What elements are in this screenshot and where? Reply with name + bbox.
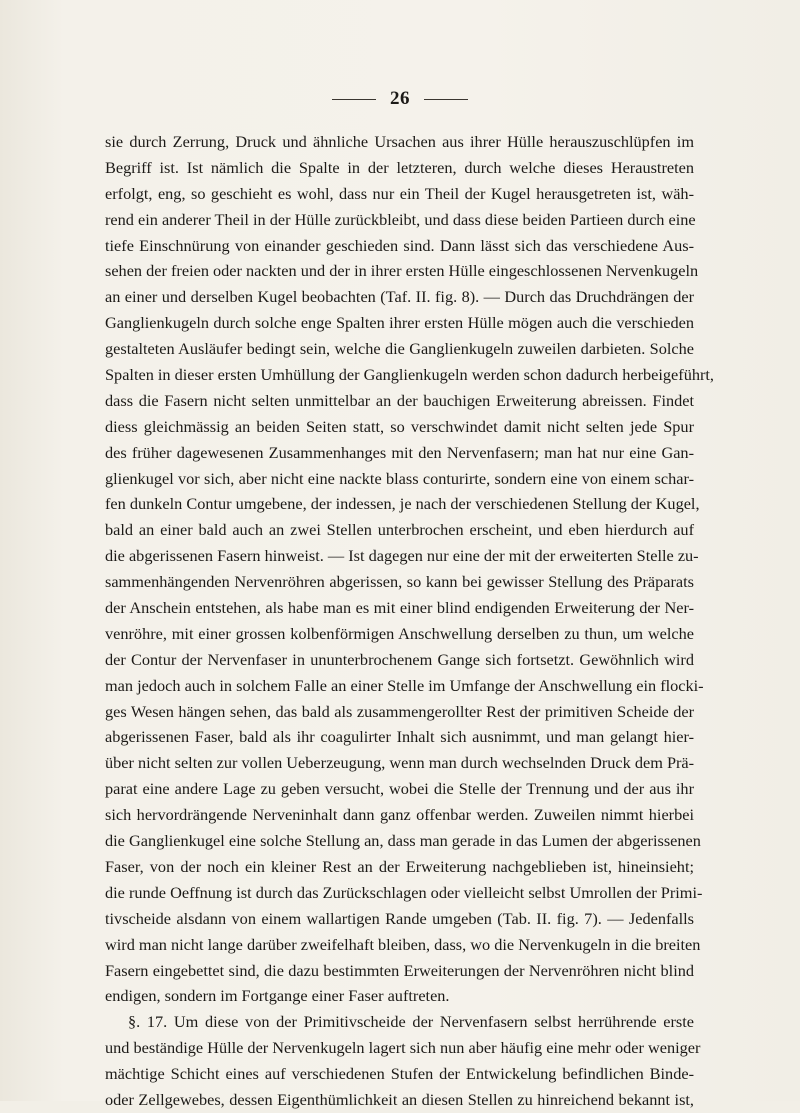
text-line: glienkugel vor sich, aber nicht eine nackte blass conturirte, sondern eine von einem schar- — [105, 468, 694, 488]
text-line: Fasern eingebettet sind, die dazu bestimmten Erweiterungen der Nervenröhren nicht blind — [105, 960, 694, 980]
text-line: ges Wesen hängen sehen, das bald als zusammengerollter Rest der primitiven Scheide der — [105, 701, 694, 721]
page-number: 26 — [390, 88, 410, 109]
text-line: mächtige Schicht eines auf verschiedenen Stufen der Entwickelung befindlichen Binde- — [105, 1064, 694, 1084]
text-line: sie durch Zerrung, Druck und ähnliche Ursachen aus ihrer Hülle herauszuschlüpfen im — [105, 132, 694, 151]
text-line: Faser, von der noch ein kleiner Rest an der Erweiterung nachgeblieben ist, hineinsieht; — [105, 856, 694, 876]
text-line: diess gleichmässig an beiden Seiten statt, so verschwindet damit nicht selten jede Spur — [105, 416, 694, 436]
text-line: an einer und derselben Kugel beobachten (Taf. II. fig. 8). — Durch das Druchdrängen der — [105, 287, 694, 307]
text-line: die runde Oeffnung ist durch das Zurückschlagen oder vielleicht selbst Umrollen der Primi- — [105, 882, 703, 902]
text-line: tivscheide alsdann von einem wallartigen Rande umgeben (Tab. II. fig. 7). — Jedenfalls — [105, 908, 694, 928]
right-rule — [424, 99, 468, 100]
text-line: Begriff ist. Ist nämlich die Spalte in der letzteren, durch welche dieses Heraustreten — [105, 157, 694, 177]
body-text — [105, 129, 715, 1113]
text-line: die abgerissenen Fasern hinweist. — Ist dagegen nur eine der mit der erweiterten Stelle zu- — [105, 546, 699, 566]
text-line: die Ganglienkugel eine solche Stellung an, dass man gerade in das Lumen der abgerissenen — [105, 831, 701, 851]
text-line: Ganglienkugeln durch solche enge Spalten ihrer ersten Hülle mögen auch die verschieden — [105, 313, 694, 333]
text-line: sammenhängenden Nervenröhren abgerissen, so kann bei gewisser Stellung des Präparats — [105, 572, 694, 592]
page-header — [0, 88, 800, 110]
text-line: erfolgt, eng, so geschieht es wohl, dass nur ein Theil der Kugel herausgetreten ist, wäh- — [105, 183, 694, 203]
text-line: sehen der freien oder nackten und der in ihrer ersten Hülle eingeschlossenen Nervenkugeln — [105, 261, 699, 281]
text-line: rend ein anderer Theil in der Hülle zurückbleibt, und dass diese beiden Partieen durch eine — [105, 209, 696, 229]
left-rule — [332, 99, 376, 100]
text-line: sich hervordrängende Nerveninhalt dann ganz offenbar werden. Zuweilen nimmt hierbei — [105, 805, 694, 825]
text-line: des früher dagewesenen Zusammenhanges mit den Nervenfasern; man hat nur eine Gan- — [105, 442, 694, 462]
text-line: der Contur der Nervenfaser in ununterbrochenem Gange sich fortsetzt. Gewöhnlich wird — [105, 649, 694, 669]
text-line: wird man nicht lange darüber zweifelhaft bleiben, dass, wo die Nervenkugeln in die breiten — [105, 934, 701, 954]
text-line: Spalten in dieser ersten Umhüllung der Ganglienkugeln werden schon dadurch herbeigeführt, — [105, 365, 715, 385]
section-heading-line: §. 17. Um diese von der Primitivscheide der Nervenfasern selbst herrührende erste — [128, 1012, 694, 1032]
text-line: tiefe Einschnürung von einander geschieden sind. Dann lässt sich das verschiedene Aus- — [105, 235, 694, 255]
text-line: venröhre, mit einer grossen kolbenförmigen Anschwellung derselben zu thun, um welche — [105, 623, 694, 643]
text-line: gestalteten Ausläufer bedingt sein, welche die Ganglienkugeln zuweilen darbieten. Solche — [105, 339, 694, 359]
text-line: über nicht selten zur vollen Ueberzeugung, wenn man durch wechselnden Druck dem Prä- — [105, 753, 695, 773]
text-line: endigen, sondern im Fortgange einer Faser auftreten. — [105, 986, 450, 1006]
text-line: und beständige Hülle der Nervenkugeln lagert sich nun aber häufig eine mehr oder weniger — [105, 1038, 701, 1058]
text-line: oder Zellgewebes, dessen Eigenthümlichkeit an diesen Stellen zu hinreichend bekannt ist, — [105, 1089, 694, 1109]
text-line: dass die Fasern nicht selten unmittelbar an der bauchigen Erweiterung abreissen. Findet — [105, 390, 694, 410]
text-line: bald an einer bald auch an zwei Stellen unterbrochen erscheint, und eben hierdurch auf — [105, 520, 694, 540]
text-line: der Anschein entstehen, als habe man es mit einer blind endigenden Erweiterung der Ner- — [105, 598, 694, 618]
text-line: abgerissenen Faser, bald als ihr coagulirter Inhalt sich ausnimmt, und man gelangt hier- — [105, 727, 694, 747]
text-line: parat eine andere Lage zu geben versucht, wobei die Stelle der Trennung und der aus ihr — [105, 779, 694, 799]
text-line: man jedoch auch in solchem Falle an einer Stelle im Umfange der Anschwellung ein flocki- — [105, 675, 704, 695]
text-line: fen dunkeln Contur umgebene, der indessen, je nach der verschiedenen Stellung der Kugel, — [105, 494, 700, 514]
